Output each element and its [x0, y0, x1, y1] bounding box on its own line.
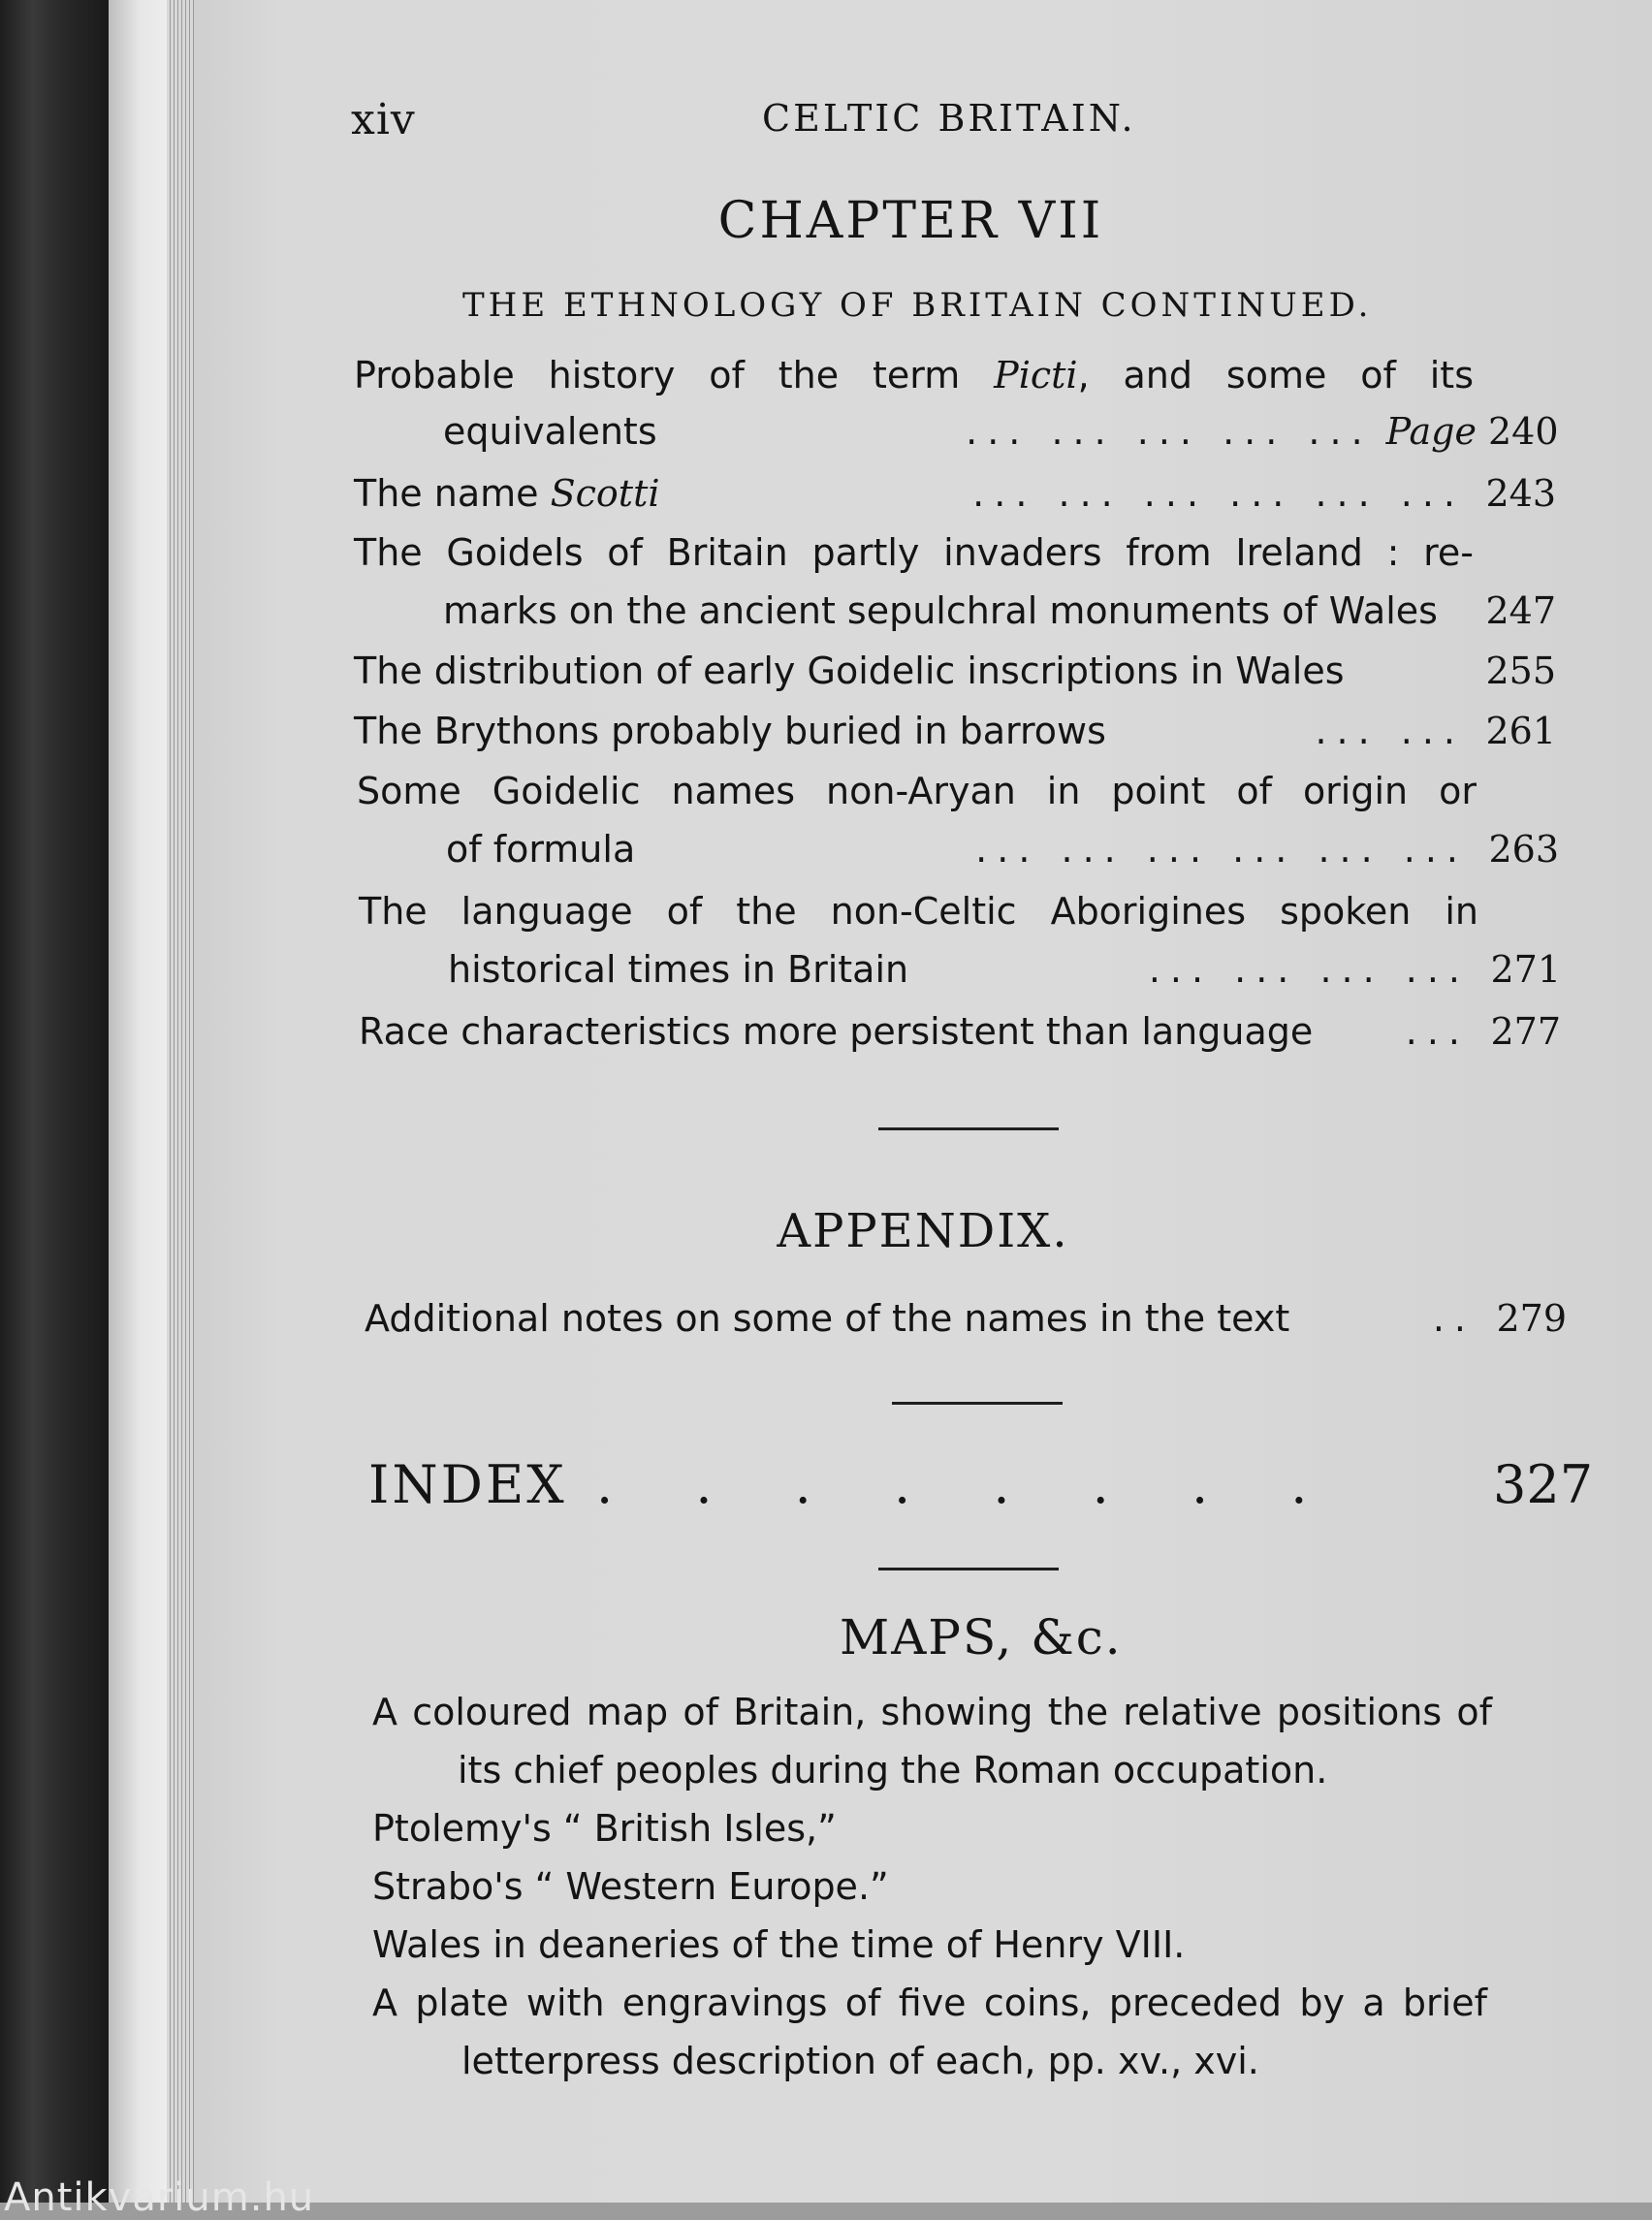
- entry-text: The Goidels of Britain partly invaders from Ireland : re-: [354, 531, 1474, 574]
- entry-text: The distribution of early Goidelic inscriptions in Wales: [354, 650, 1345, 692]
- maps-item-continuation: letterpress description of each, pp. xv., xvi.: [461, 2040, 1259, 2082]
- appendix-entry: [365, 1295, 1567, 1342]
- page-ref: 279: [1496, 1297, 1567, 1340]
- maps-title: MAPS, &c.: [840, 1609, 1123, 1665]
- leader-dots: ..: [1432, 1297, 1476, 1340]
- entry-text: of formula: [446, 828, 636, 871]
- contents-entry: [359, 888, 1561, 993]
- contents-entry: [359, 1008, 1561, 1055]
- entry-text: historical times in Britain: [448, 948, 909, 991]
- leader-dots: ... ...: [1315, 710, 1465, 752]
- page-ref: 277: [1490, 1010, 1561, 1053]
- contents-entry: [354, 352, 1559, 455]
- section-divider: [892, 1402, 1063, 1405]
- page-ref: 261: [1485, 710, 1556, 752]
- entry-text: The language of the non-Celtic Aborigines spoken in: [359, 890, 1478, 933]
- entry-text: marks on the ancient sepulchral monuments of Wales: [443, 589, 1438, 632]
- entry-text: Race characteristics more persistent than language: [359, 1010, 1314, 1053]
- leader-dots: ...: [1405, 1010, 1470, 1053]
- watermark: Antikvarium.hu: [4, 2175, 315, 2220]
- index-leader-dots: . . . . . . . .: [596, 1454, 1341, 1515]
- chapter-title: CHAPTER VII: [717, 192, 1104, 250]
- entry-text: Additional notes on some of the names in the text: [365, 1297, 1290, 1340]
- index-title: INDEX: [368, 1454, 567, 1515]
- entry-text: Some Goidelic names non-Aryan in point of origin or: [357, 770, 1477, 812]
- entry-text: The name: [354, 472, 551, 515]
- page-label: Page: [1385, 410, 1477, 453]
- maps-item-continuation: its chief peoples during the Roman occupation.: [458, 1749, 1328, 1792]
- leader-dots: ... ... ... ... ... ...: [972, 472, 1465, 515]
- running-title: CELTIC BRITAIN.: [762, 97, 1136, 140]
- entry-text: The Brythons probably buried in barrows: [354, 710, 1106, 752]
- maps-item: A coloured map of Britain, showing the relative positions of: [372, 1691, 1492, 1733]
- maps-list: [372, 1689, 1565, 2084]
- page-number: xiv: [351, 95, 416, 144]
- page-ref: 243: [1485, 472, 1556, 515]
- page-ref: 263: [1488, 828, 1559, 871]
- maps-item: A plate with engravings of five coins, preceded by a brief: [372, 1982, 1487, 2024]
- maps-item: Strabo's “ Western Europe.”: [372, 1865, 889, 1908]
- page-ref: 247: [1485, 589, 1556, 632]
- maps-item: Ptolemy's “ British Isles,”: [372, 1807, 837, 1850]
- section-divider: [878, 1568, 1059, 1570]
- chapter-subtitle: THE ETHNOLOGY OF BRITAIN CONTINUED.: [462, 286, 1373, 325]
- book-spine: [0, 0, 109, 2203]
- contents-entry: [357, 768, 1559, 872]
- leader-dots: ... ... ... ...: [1148, 948, 1470, 991]
- leader-dots: ... ... ... ... ... ...: [975, 828, 1468, 871]
- entry-text: , and some of its: [1077, 354, 1474, 396]
- book-page: [194, 0, 1652, 2203]
- page-ref: 255: [1485, 650, 1556, 692]
- contents-entry: [354, 529, 1556, 634]
- entry-text: Probable history of the term: [354, 354, 995, 396]
- section-divider: [878, 1127, 1059, 1130]
- appendix-title: APPENDIX.: [777, 1204, 1069, 1258]
- entry-italic-term: Picti: [994, 354, 1078, 396]
- maps-item: Wales in deaneries of the time of Henry VIII.: [372, 1923, 1186, 1966]
- contents-entry: [354, 648, 1556, 694]
- entry-italic-term: Scotti: [550, 472, 660, 515]
- contents-entry: [354, 470, 1556, 517]
- entry-text: equivalents: [443, 410, 657, 453]
- index-page-ref: 327: [1493, 1454, 1594, 1515]
- leader-dots: ... ... ... ... ...: [966, 410, 1373, 453]
- page-ref: 240: [1488, 410, 1559, 453]
- contents-entry: [354, 708, 1556, 754]
- page-ref: 271: [1490, 948, 1561, 991]
